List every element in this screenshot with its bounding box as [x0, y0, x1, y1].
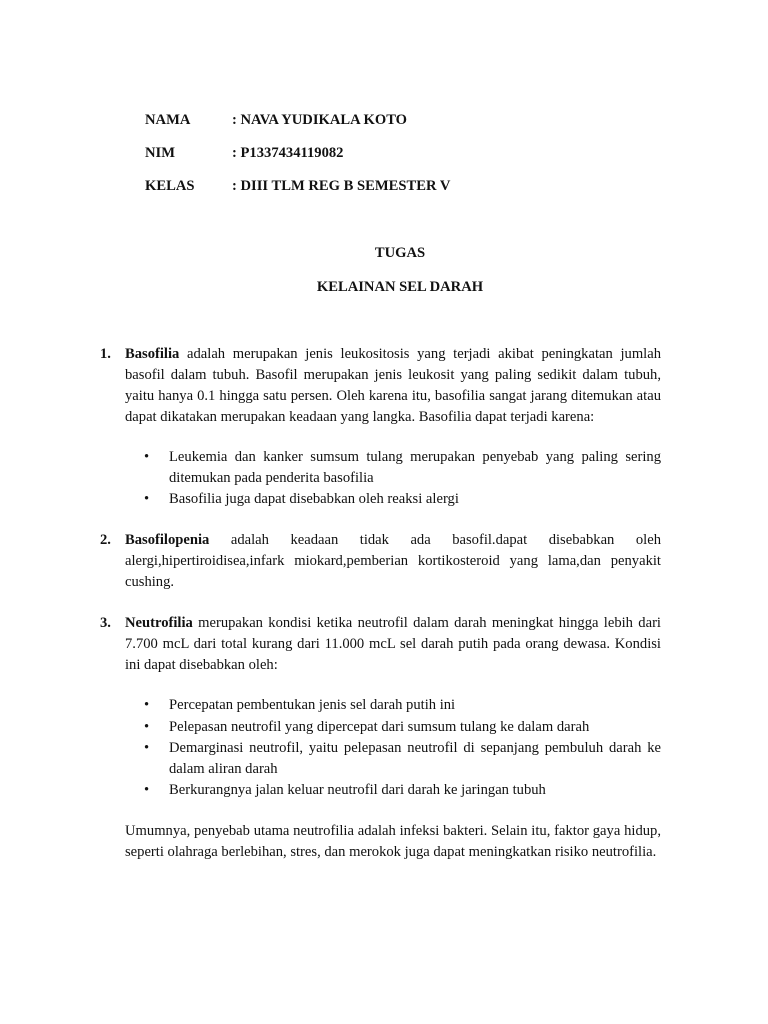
class-label: KELAS [145, 178, 195, 194]
bullet-icon: • [144, 449, 150, 465]
item-number: 3. [100, 615, 111, 631]
name-label: NAMA [145, 112, 191, 128]
bullet-icon: • [144, 740, 150, 756]
list-item-2 [100, 530, 661, 593]
item-term: Basofilia [125, 346, 180, 362]
bullet-text: Berkurangnya jalan keluar neutrofil dari darah ke jaringan tubuh [169, 782, 546, 798]
class-value: : DIII TLM REG B SEMESTER V [232, 178, 451, 194]
bullet-item [144, 489, 661, 510]
bullet-item [144, 695, 661, 716]
bullet-text: Percepatan pembentukan jenis sel darah putih ini [169, 697, 456, 713]
bullet-icon: • [144, 719, 150, 735]
item-text: merupakan kondisi ketika neutrofil dalam darah meningkat hingga lebih dari 7.700 mcL dari total kurang dari 11.000 mcL sel darah putih pada orang dewasa. Kondisi ini dapat disebabkan oleh: [125, 615, 661, 673]
list-item-3 [100, 613, 661, 676]
item-term: Basofilopenia [125, 532, 210, 548]
name-value: : NAVA YUDIKALA KOTO [232, 112, 408, 128]
topic-title: KELAINAN SEL DARAH [316, 279, 484, 295]
list-item-1 [100, 344, 661, 428]
bullet-item [144, 447, 661, 489]
bullet-item [144, 717, 661, 738]
bullet-text: Leukemia dan kanker sumsum tulang merupakan penyebab yang paling sering ditemukan pada penderita basofilia [169, 449, 661, 486]
closing-paragraph: Umumnya, penyebab utama neutrofilia adalah infeksi bakteri. Selain itu, faktor gaya hidup, seperti olahraga berlebihan, stres, dan merokok juga dapat meningkatkan risiko neutrofilia. [125, 823, 661, 860]
nim-label: NIM [145, 145, 175, 161]
item-text: adalah keadaan tidak ada basofil.dapat disebabkan oleh alergi,hipertiroidisea,infark miokard,pemberian kortikosteroid yang lama,dan penyakit cushing. [125, 532, 661, 590]
bullet-text: Pelepasan neutrofil yang dipercepat dari sumsum tulang ke dalam darah [169, 719, 590, 735]
bullet-item [144, 738, 661, 780]
bullet-icon: • [144, 697, 150, 713]
nim-value: : P1337434119082 [232, 145, 344, 161]
item-number: 2. [100, 532, 111, 548]
bullet-icon: • [144, 782, 150, 798]
item-number: 1. [100, 346, 111, 362]
bullet-text: Basofilia juga dapat disebabkan oleh reaksi alergi [169, 491, 459, 507]
bullet-item [144, 780, 661, 801]
item-text: adalah merupakan jenis leukositosis yang terjadi akibat peningkatan jumlah basofil dalam tubuh. Basofil merupakan jenis leukosit yang paling sedikit dalam tubuh, yaitu hanya 0.1 hingga satu persen. Oleh karena itu, basofilia sangat jarang ditemukan atau dapat dikatakan merupakan keadaan yang langka. Basofilia dapat terjadi karena: [125, 346, 661, 425]
assignment-title: TUGAS [374, 245, 426, 261]
bullet-icon: • [144, 491, 150, 507]
bullet-text: Demarginasi neutrofil, yaitu pelepasan neutrofil di sepanjang pembuluh darah ke dalam aliran darah [169, 740, 661, 777]
item-term: Neutrofilia [125, 615, 193, 631]
